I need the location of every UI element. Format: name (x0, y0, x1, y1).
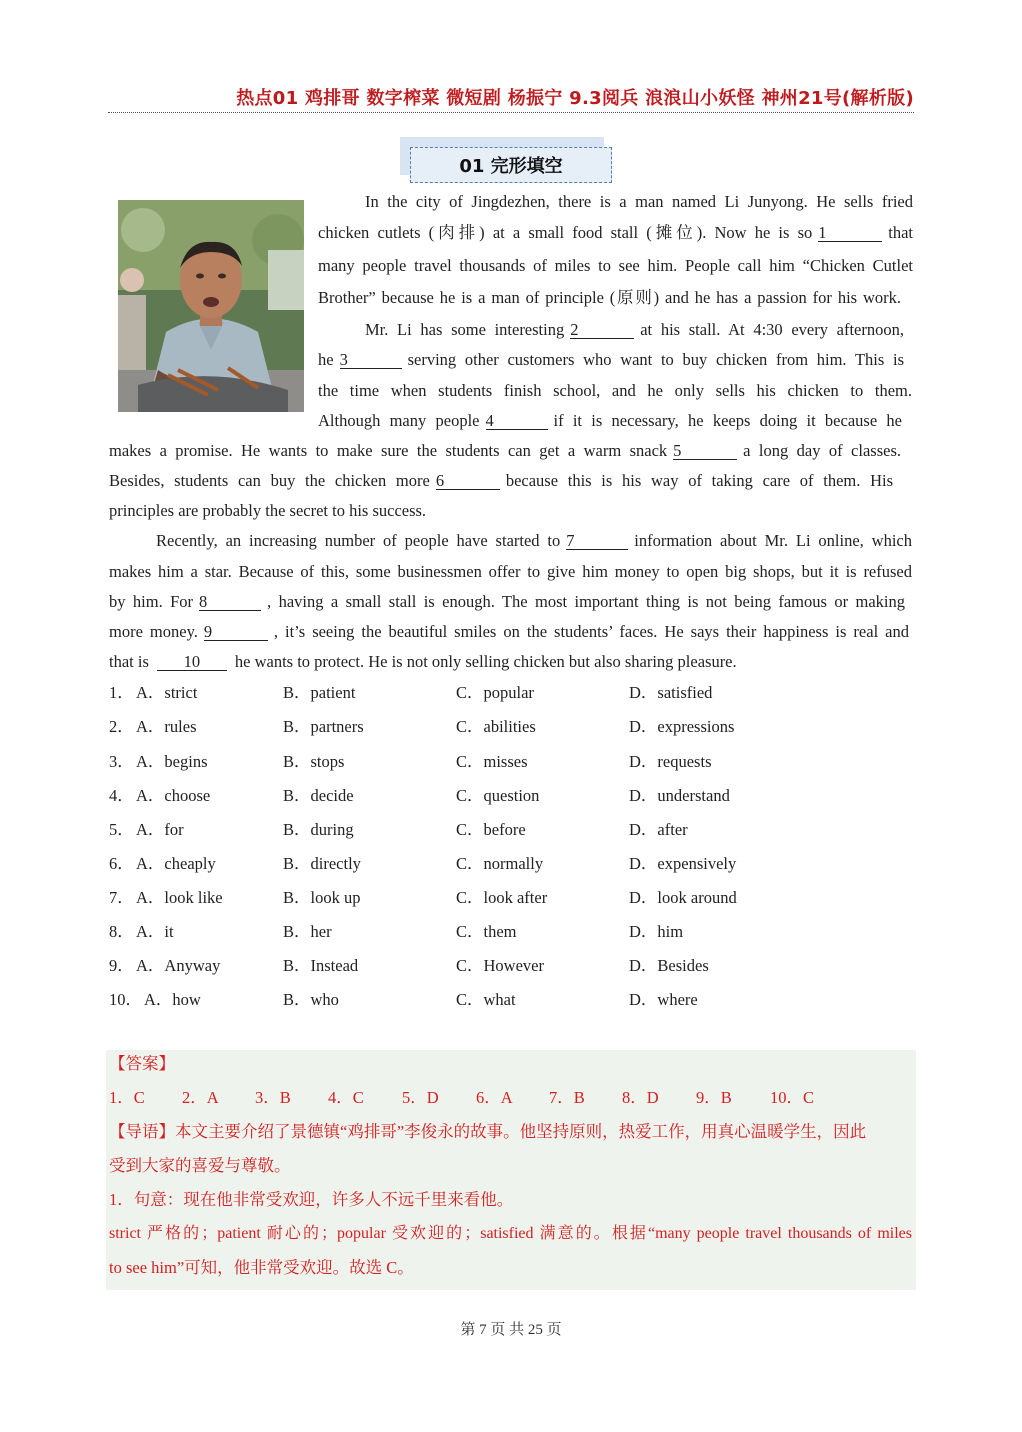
passage-line (109, 471, 893, 491)
blank-2: 2 (570, 321, 634, 339)
blank-1: 1 (818, 224, 882, 242)
passage-line (109, 441, 901, 461)
option-b: B．who (283, 990, 339, 1009)
blank-6: 6 (436, 472, 500, 490)
passage-text: that is (109, 652, 149, 671)
option-a: A．Anyway (136, 956, 221, 975)
page-number: 第 7 页 共 25 页 (460, 1322, 562, 1338)
passage-line (365, 192, 913, 212)
passage-text: more money. (109, 622, 198, 641)
question-number: 3． (109, 752, 134, 771)
option-d: D．expensively (629, 854, 737, 873)
passage-text: makes him a star. Because of this, some businessmen offer to give him money to open big shops, but it is refused (109, 562, 912, 581)
question-number: 8． (109, 922, 134, 941)
passage-text: at his stall. At 4:30 every afternoon, (640, 320, 904, 339)
option-b: B．decide (283, 786, 354, 805)
passage-line (365, 320, 904, 340)
passage-text: he wants to protect. He is not only selling chicken but also sharing pleasure. (234, 652, 737, 671)
option-a: A．look like (136, 888, 223, 907)
option-b: B．directly (283, 854, 361, 873)
passage-text: , having a small stall is enough. The most important thing is not being famous or making (267, 592, 905, 611)
option-a: A．it (136, 922, 174, 941)
passage-text: Brother” because he is a man of principle (原则) and he has a passion for his work. (318, 288, 901, 307)
passage-text: a long day of classes. (743, 441, 901, 460)
q1-explanation: strict 严格的；patient 耐心的；popular 受欢迎的；satisfied 满意的。根据“many people travel thousands of miles (109, 1225, 912, 1242)
answer-key: 5．D (402, 1088, 439, 1107)
header-divider (108, 112, 914, 113)
option-b: B．Instead (283, 956, 359, 975)
passage-text: the time when students finish school, and he only sells his chicken to them. (318, 381, 912, 400)
option-b: B．her (283, 922, 332, 941)
passage-line (318, 288, 901, 308)
q1-meaning: 1．句意：现在他非常受欢迎，许多人不远千里来看他。 (109, 1190, 514, 1209)
question-number: 1． (109, 683, 134, 702)
answer-intro: 【导语】本文主要介绍了景德镇“鸡排哥”李俊永的故事。他坚持原则，热爱工作，用真心温暖学生，因此 (109, 1122, 867, 1141)
passage-text: serving other customers who want to buy chicken from him. This is (407, 350, 904, 369)
option-d: D．after (629, 820, 688, 839)
option-a: A．strict (136, 683, 198, 702)
answer-key: 2．A (182, 1088, 219, 1107)
q1-explanation-continued: to see him”可知，他非常受欢迎。故选 C。 (109, 1258, 414, 1277)
question-number: 4． (109, 786, 134, 805)
option-b: B．during (283, 820, 354, 839)
option-c: C．However (456, 956, 544, 975)
passage-text: Although many people (318, 411, 480, 430)
passage-text: because this is his way of taking care of them. His (505, 471, 893, 490)
passage-line (318, 411, 902, 431)
option-d: D．where (629, 990, 698, 1009)
blank-7: 7 (566, 532, 628, 550)
passage-line (109, 501, 426, 521)
option-d: D．him (629, 922, 684, 941)
answer-key: 4．C (328, 1088, 364, 1107)
passage-line (318, 223, 913, 243)
passage-text: principles are probably the secret to his success. (109, 501, 427, 520)
option-c: C．normally (456, 854, 544, 873)
passage-line (109, 622, 909, 642)
option-a: A．how (144, 990, 201, 1009)
answer-key: 8．D (622, 1088, 659, 1107)
blank-10: 10 (157, 653, 227, 671)
option-d: D．understand (629, 786, 730, 805)
option-b: B．stops (283, 752, 345, 771)
option-a: A．for (136, 820, 184, 839)
option-a: A．choose (136, 786, 211, 805)
option-b: B．look up (283, 888, 361, 907)
passage-text: he (318, 350, 334, 369)
question-number: 10． (109, 990, 142, 1009)
passage-line (109, 562, 912, 582)
option-d: D．requests (629, 752, 712, 771)
vendor-photo (118, 200, 304, 412)
passage-line (318, 381, 912, 401)
passage-text: Besides, students can buy the chicken more (109, 471, 430, 490)
answer-heading: 【答案】 (109, 1054, 175, 1073)
blank-5: 5 (673, 442, 737, 460)
answer-key: 9．B (696, 1088, 732, 1107)
passage-line (109, 592, 905, 612)
blank-9: 9 (204, 623, 268, 641)
option-c: C．question (456, 786, 540, 805)
passage-text: that (888, 223, 913, 242)
passage-text: , it’s seeing the beautiful smiles on the students’ faces. He says their happiness is real and (273, 622, 909, 641)
option-a: A．begins (136, 752, 208, 771)
passage-text: chicken cutlets (肉排) at a small food stall (摊位). Now he is so (318, 223, 813, 242)
question-number: 5． (109, 820, 134, 839)
option-c: C．popular (456, 683, 534, 702)
question-number: 6． (109, 854, 134, 873)
option-d: D．expressions (629, 717, 735, 736)
passage-line (318, 350, 904, 370)
answer-key: 7．B (549, 1088, 585, 1107)
answer-intro-continued: 受到大家的喜爱与尊敬。 (109, 1156, 291, 1175)
question-number: 9． (109, 956, 134, 975)
passage-text: if it is necessary, he keeps doing it because he (553, 411, 902, 430)
document-header: 热点01 鸡排哥 数字榨菜 微短剧 杨振宁 9.3阅兵 浪浪山小妖怪 神州21号(解析版) (236, 88, 914, 109)
option-b: B．partners (283, 717, 364, 736)
answer-key: 1．C (109, 1088, 145, 1107)
question-number: 7． (109, 888, 134, 907)
option-c: C．look after (456, 888, 548, 907)
answer-key: 6．A (476, 1088, 513, 1107)
question-number: 2． (109, 717, 134, 736)
passage-text: Recently, an increasing number of people have started to (156, 531, 561, 550)
option-d: D．look around (629, 888, 737, 907)
passage-text: information about Mr. Li online, which (634, 531, 912, 550)
option-c: C．before (456, 820, 526, 839)
option-c: C．abilities (456, 717, 536, 736)
option-a: A．cheaply (136, 854, 216, 873)
blank-8: 8 (199, 593, 261, 611)
passage-text: Mr. Li has some interesting (365, 320, 565, 339)
blank-4: 4 (486, 412, 548, 430)
blank-3: 3 (340, 351, 402, 369)
answer-key: 10．C (770, 1088, 815, 1107)
option-d: D．satisfied (629, 683, 713, 702)
passage-line (109, 652, 737, 672)
passage-text: many people travel thousands of miles to see him. People call him “Chicken Cutlet (318, 256, 913, 275)
passage-line (156, 531, 912, 551)
option-a: A．rules (136, 717, 197, 736)
passage-text: In the city of Jingdezhen, there is a man named Li Junyong. He sells fried (365, 192, 913, 211)
passage-text: makes a promise. He wants to make sure the students can get a warm snack (109, 441, 668, 460)
passage-text: by him. For (109, 592, 194, 611)
answer-key: 3．B (255, 1088, 291, 1107)
passage-line (318, 256, 913, 276)
option-c: C．them (456, 922, 517, 941)
option-c: C．what (456, 990, 516, 1009)
option-b: B．patient (283, 683, 356, 702)
section-title: 01 完形填空 (410, 147, 612, 183)
option-c: C．misses (456, 752, 528, 771)
option-d: D．Besides (629, 956, 709, 975)
